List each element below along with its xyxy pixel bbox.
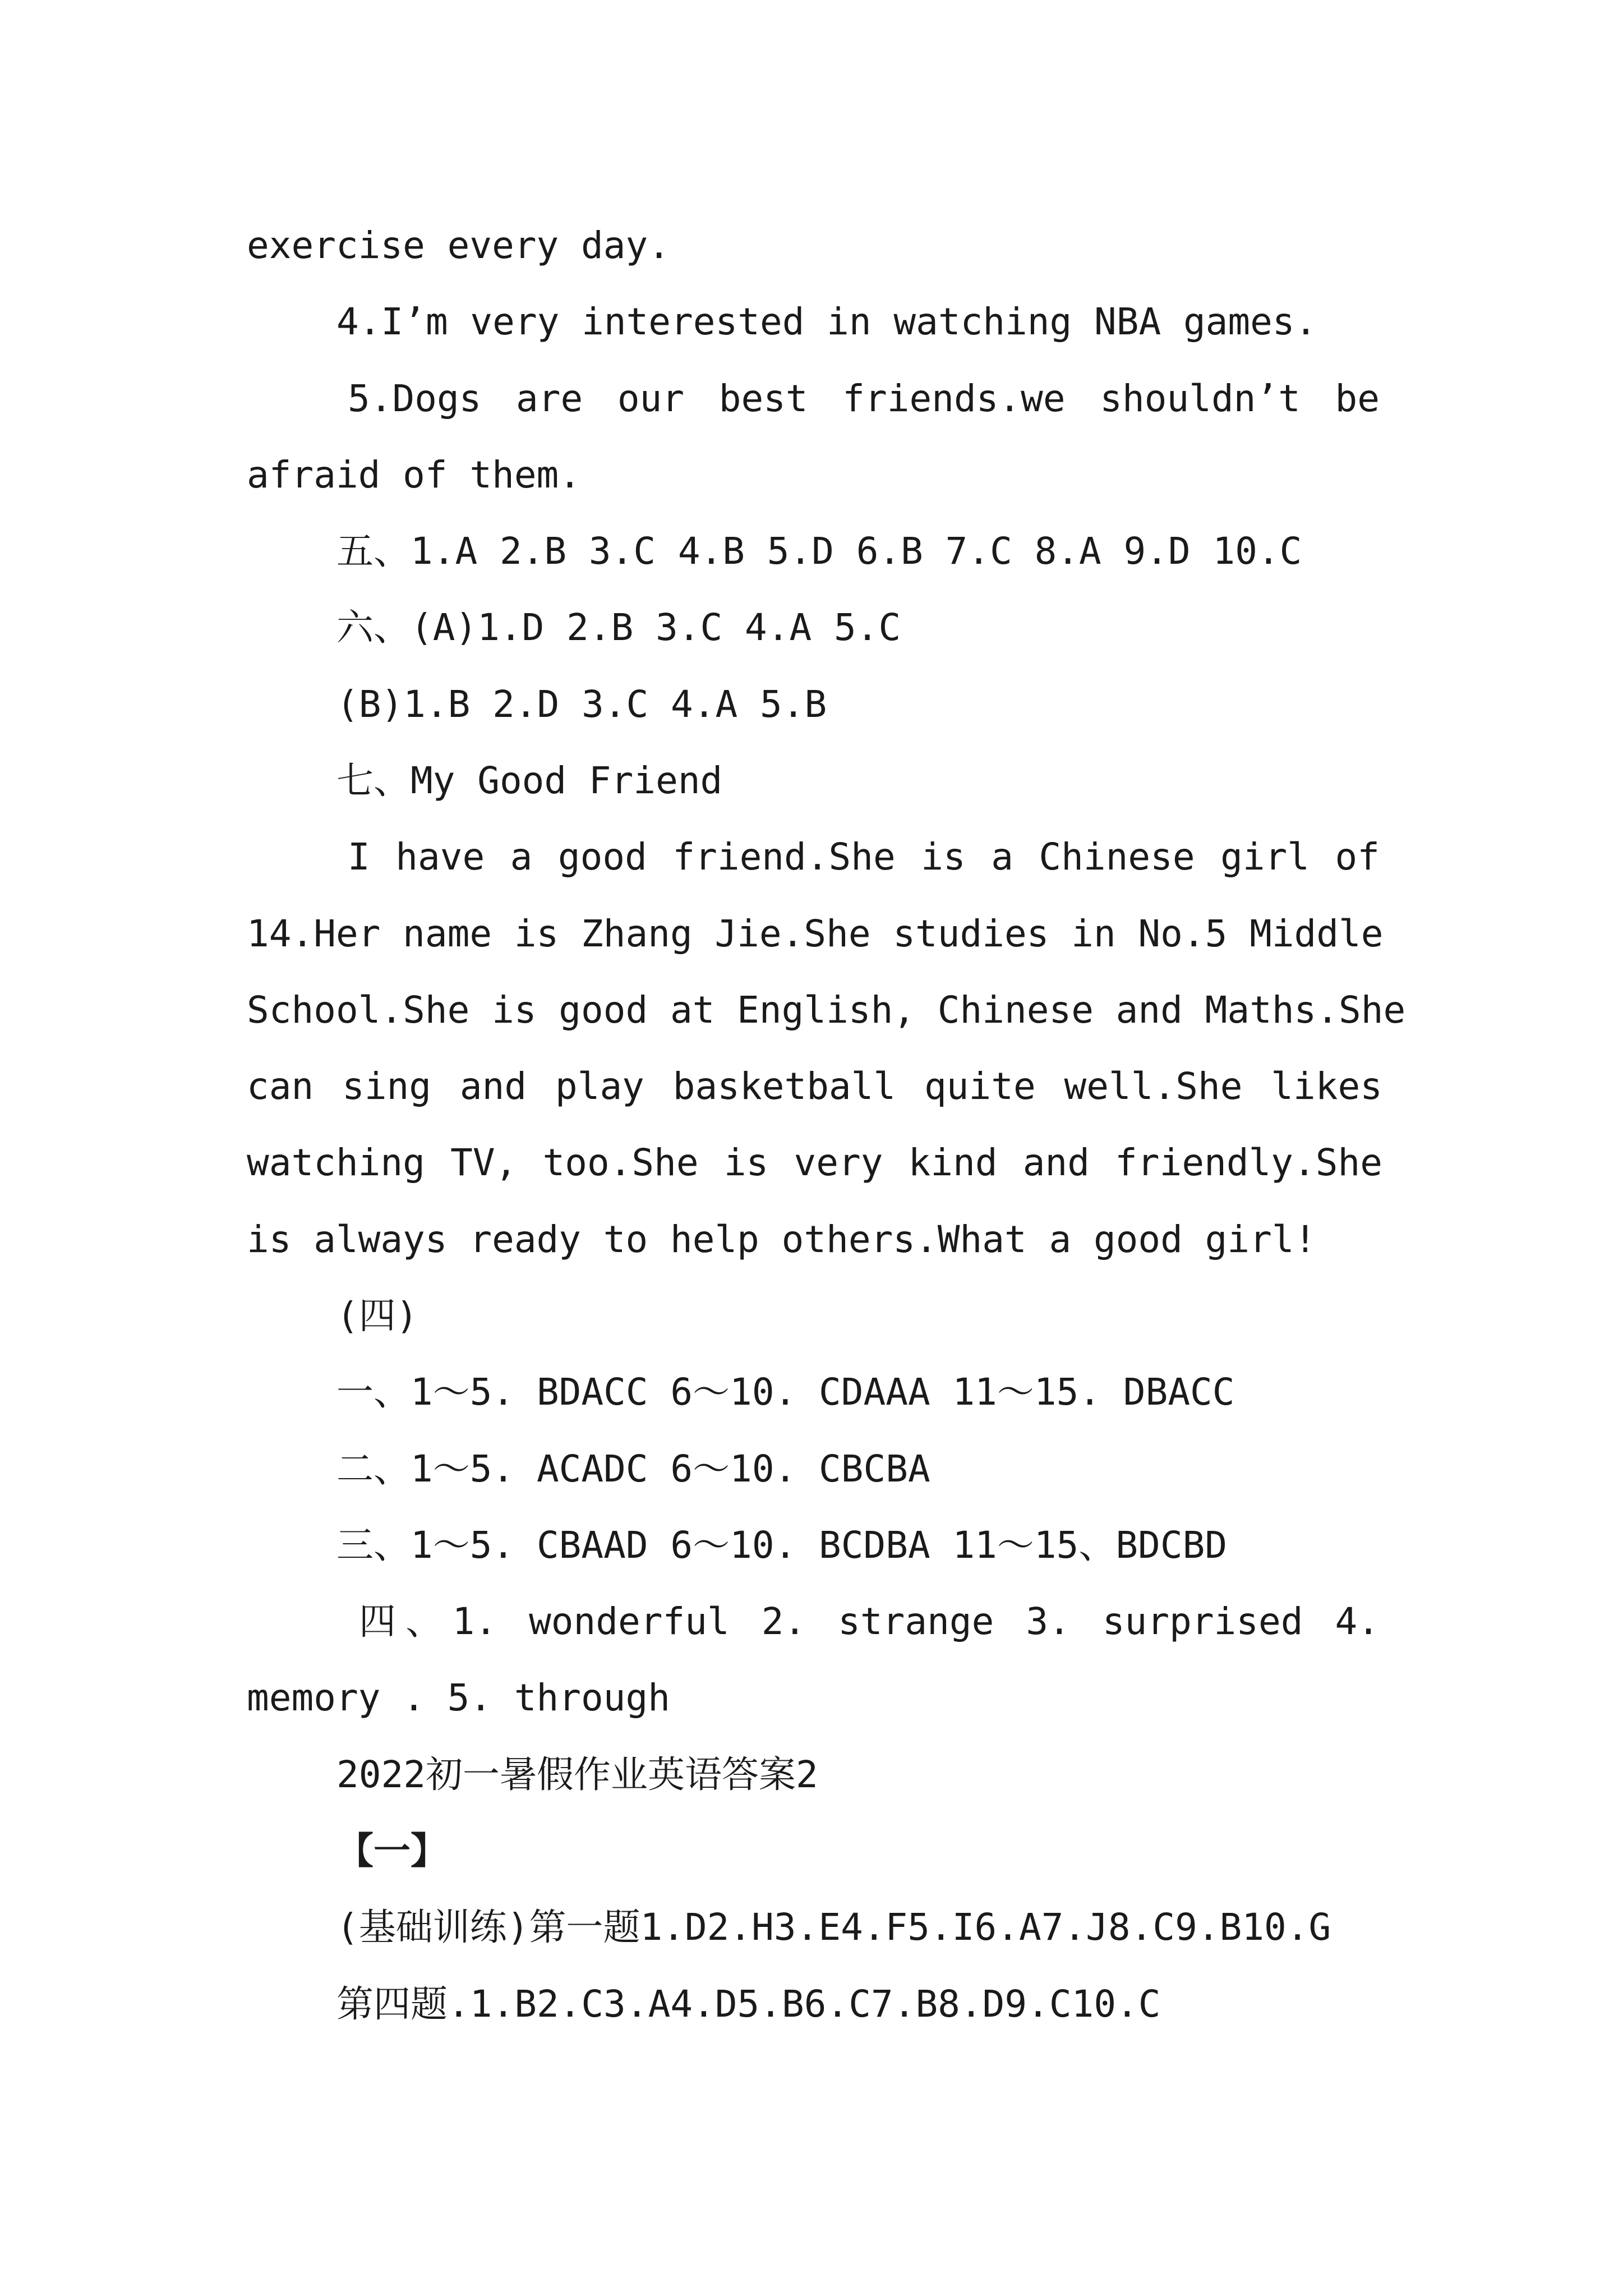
text-line: 六、(A)1.D 2.B 3.C 4.A 5.C (336, 606, 901, 649)
text-line: (基础训练)第一题1.D2.H3.E4.F5.I6.A7.J8.C9.B10.G (336, 1906, 1331, 1949)
text-line: afraid of them. (247, 453, 582, 496)
text-line: exercise every day. (247, 224, 670, 267)
text-line: 五、1.A 2.B 3.C 4.B 5.D 6.B 7.C 8.A 9.D 10.C (336, 530, 1302, 573)
text-line: 三、1～5. CBAAD 6～10. BCDBA 11～15、BDCBD (336, 1524, 1228, 1567)
section-heading: 七、My Good Friend (336, 759, 723, 802)
text-line: 第四题.1.B2.C3.A4.D5.B6.C7.B8.D9.C10.C (336, 1982, 1161, 2026)
section-heading: (四) (336, 1294, 418, 1337)
text-line: memory . 5. through (247, 1676, 670, 1719)
text-line: can sing and play basketball quite well.She likes (247, 1065, 1382, 1108)
text-line: 5.Dogs are our best friends.we shouldn’t be (348, 377, 1380, 420)
text-line: 一、1～5. BDACC 6～10. CDAAA 11～15. DBACC (336, 1370, 1235, 1414)
text-line: School.She is good at English, Chinese and Maths.She (247, 988, 1406, 1032)
text-line: 二、1～5. ACADC 6～10. CBCBA (336, 1447, 930, 1490)
text-line: (B)1.B 2.D 3.C 4.A 5.B (336, 683, 827, 726)
text-line: 4.I’m very interested in watching NBA games. (336, 300, 1317, 343)
section-heading: 2022初一暑假作业英语答案2 (336, 1753, 818, 1796)
text-line: 四、1. wonderful 2. strange 3. surprised 4. (359, 1600, 1380, 1643)
text-line: 14.Her name is Zhang Jie.She studies in No.5 Middle (247, 912, 1384, 955)
text-line: watching TV, too.She is very kind and friendly.She (247, 1141, 1382, 1184)
text-line: I have a good friend.She is a Chinese girl of (348, 835, 1380, 878)
text-line: is always ready to help others.What a good girl! (247, 1218, 1317, 1261)
section-heading: 【一】 (336, 1829, 448, 1872)
